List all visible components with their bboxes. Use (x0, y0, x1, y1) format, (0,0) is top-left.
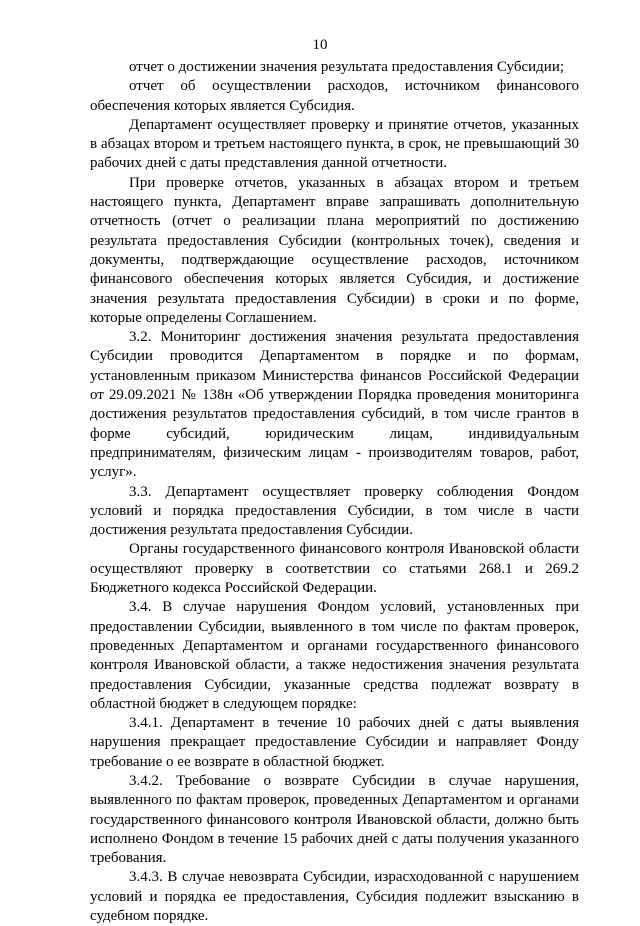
paragraph-department-review: Департамент осуществляет проверку и принятие отчетов, указанных в абзацах втором и третьем настоящего пункта, в срок, не превышающий 30 рабочих дней с даты представления данной отчетности. (90, 116, 579, 172)
paragraph-report-expenses: отчет об осуществлении расходов, источником финансового обеспечения которых является Субсидия. (90, 78, 579, 114)
paragraph-3-4-2: 3.4.2. Требование о возврате Субсидии в случае нарушения, выявленного по фактам проверок, проведенных Департаментом и органами государственного финансового контроля Ивановской области, должно быть исполнено Фондом в течение 15 рабочих дней с даты получения указанного требования. (90, 772, 579, 867)
document-body (90, 58, 579, 926)
paragraph-3-4-1: 3.4.1. Департамент в течение 10 рабочих дней с даты выявления нарушения прекращает предоставление Субсидии и направляет Фонду требование о ее возврате в областной бюджет. (90, 715, 579, 770)
paragraph-additional-reporting: При проверке отчетов, указанных в абзацах втором и третьем настоящего пункта, Департамент вправе запрашивать дополнительную отчетность (отчет о реализации плана мероприятий по достижению результата предоставления Субсидии (контрольных точек), сведения и документы, подтверждающие осуществление расходов, источником финансового обеспечения которых является Субсидия, и достижение значения результата предоставления Субсидии) в сроки и по форме, которые определены Соглашением. (90, 174, 579, 326)
page-number: 10 (312, 37, 328, 53)
paragraph-3-4-3: 3.4.3. В случае невозврата Субсидии, израсходованной с нарушением условий и порядка ее предоставления, Субсидия подлежит взысканию в судебном порядке. (90, 869, 579, 925)
paragraph-3-4-violation: 3.4. В случае нарушения Фондом условий, установленных при предоставлении Субсидии, выявленного в том числе по фактам проверок, проведенных Департаментом и органами государственного финансового контроля Ивановской области, а также недостижения значения результата предоставления Субсидии, указанные средства подлежат возврату в областной бюджет в следующем порядке: (90, 599, 579, 712)
paragraph-3-2-monitoring: 3.2. Мониторинг достижения значения результата предоставления Субсидии проводится Департаментом в порядке и по формам, установленным приказом Министерства финансов Российской Федерации от 29.09.2021 № 138н «Об утверждении Порядка проведения мониторинга достижения результатов предоставления субсидий, в том числе грантов в форме субсидий, юридическим лицам, индивидуальным предпринимателям, физическим лицам - производителям товаров, работ, услуг». (90, 329, 579, 481)
paragraph-financial-control: Органы государственного финансового контроля Ивановской области осуществляют проверку в соответствии со статьями 268.1 и 269.2 Бюджетного кодекса Российской Федерации. (90, 541, 579, 597)
paragraph-3-3-compliance-check: 3.3. Департамент осуществляет проверку соблюдения Фондом условий и порядка предоставления Субсидии, в том числе в части достижения результата предоставления Субсидии. (90, 483, 579, 539)
paragraph-report-achievement: отчет о достижении значения результата предоставления Субсидии; (129, 59, 565, 75)
